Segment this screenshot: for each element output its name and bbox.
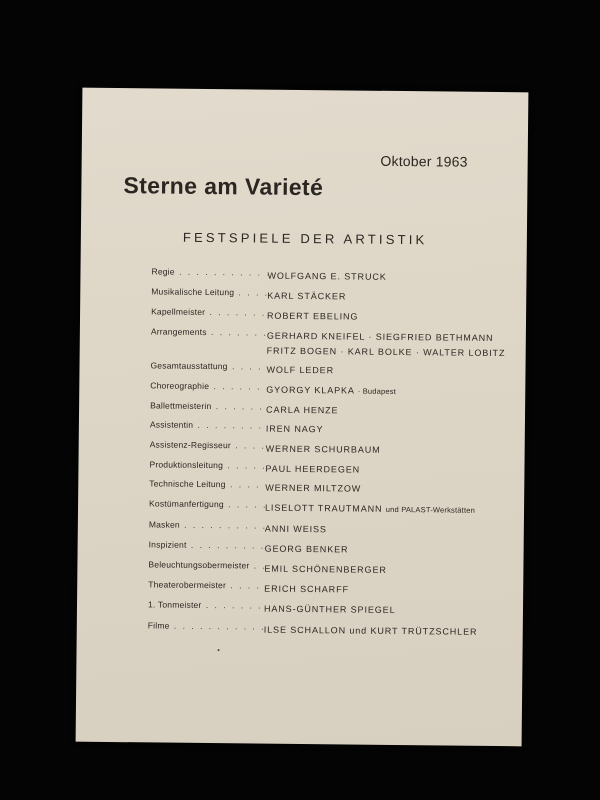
credit-role: Technische Leitung . . .	[149, 478, 265, 489]
program-sheet	[76, 88, 529, 747]
credit-name: ILSE SCHALLON und KURT TRÜTZSCHLER	[263, 624, 478, 637]
credit-role: Musikalische Leitung . . .	[151, 286, 267, 297]
credits-list	[148, 266, 512, 644]
credit-role: Inspizient . . .	[149, 539, 265, 550]
credit-names	[267, 308, 358, 325]
credit-role: Assistentin . . .	[150, 419, 266, 430]
credit-role: Filme . . .	[148, 620, 264, 631]
credit-names	[266, 382, 396, 399]
credit-name-line	[266, 422, 324, 438]
credit-role: Masken . . .	[149, 519, 265, 530]
credit-name-line	[266, 403, 339, 419]
credit-name-line	[267, 344, 506, 361]
credit-role: Produktionsleitung . . .	[149, 459, 265, 470]
credit-names	[264, 561, 387, 578]
credit-name-line	[267, 289, 346, 305]
credit-role: Kostümanfertigung . . .	[149, 498, 265, 509]
credit-name-line	[264, 562, 387, 578]
credit-note: · Budapest	[357, 386, 397, 396]
credit-names	[265, 461, 360, 478]
credit-names	[266, 362, 334, 379]
credit-role: Theaterobermeister . . .	[148, 579, 264, 590]
credit-name-line	[264, 582, 349, 598]
credit-names	[265, 500, 475, 518]
credit-name: WERNER SCHURBAUM	[265, 443, 381, 455]
credit-name: EMIL SCHÖNENBERGER	[264, 563, 387, 575]
credit-names	[267, 328, 506, 361]
credit-name-line	[266, 363, 334, 379]
credit-name-line	[265, 462, 360, 478]
credit-name-line	[267, 309, 358, 325]
credit-name: FRITZ BOGEN · KARL BOLKE · WALTER LOBITZ	[266, 345, 506, 359]
credit-role: Gesamtausstattung . . .	[150, 360, 266, 371]
credit-name: LISELOTT TRAUTMANN	[264, 502, 383, 514]
ink-speck	[218, 649, 220, 651]
credit-name-line	[265, 522, 327, 538]
credit-role: 1. Tonmeister . . .	[148, 599, 264, 610]
credit-role: Beleuchtungsobermeister . . .	[148, 559, 264, 570]
credit-names	[266, 441, 381, 458]
credit-name: ANNI WEISS	[264, 523, 327, 535]
credit-name: GEORG BENKER	[264, 543, 349, 555]
credit-names	[267, 288, 346, 305]
credit-role: Kapellmeister . . .	[151, 306, 267, 317]
credit-names	[265, 541, 349, 558]
credit-names	[265, 480, 361, 497]
credit-name: ERICH SCHARFF	[264, 583, 349, 595]
credit-role: Arrangements . . .	[151, 326, 267, 337]
credit-name-line	[267, 269, 386, 285]
credit-names	[267, 268, 386, 285]
credit-names	[264, 581, 349, 598]
credit-name-line	[264, 623, 478, 640]
credit-name: HANS-GÜNTHER SPIEGEL	[263, 603, 396, 615]
credit-name: WERNER MILTZOW	[265, 482, 362, 494]
credit-names	[265, 521, 327, 538]
credit-name: GERHARD KNEIFEL · SIEGFRIED BETHMANN	[266, 330, 494, 344]
credit-names	[266, 421, 324, 438]
credit-name: WOLF LEDER	[266, 364, 335, 376]
credit-role: Regie . . .	[151, 266, 267, 277]
credit-role: Ballettmeisterin . . .	[150, 400, 266, 411]
credit-name-line	[265, 481, 361, 497]
credit-row	[151, 326, 511, 364]
credit-names	[266, 402, 339, 419]
program-date: Oktober 1963	[380, 152, 468, 170]
credit-row	[148, 620, 508, 644]
credit-name-line	[265, 542, 349, 558]
credit-note: und PALAST-Werkstätten	[385, 504, 476, 515]
credit-name-line	[266, 383, 396, 399]
credit-name: CARLA HENZE	[266, 404, 339, 416]
program-subtitle: FESTSPIELE DER ARTISTIK	[182, 229, 428, 248]
credit-names	[264, 622, 478, 640]
credit-name: PAUL HEERDEGEN	[265, 463, 361, 475]
credit-name-line	[264, 602, 396, 618]
credit-name: IREN NAGY	[265, 423, 324, 435]
credit-name: KARL STÄCKER	[267, 290, 347, 302]
credit-role: Choreographie . . .	[150, 380, 266, 391]
credit-role: Assistenz-Regisseur . . .	[150, 439, 266, 450]
credit-name: ROBERT EBELING	[267, 310, 359, 322]
credit-name-line	[265, 501, 475, 518]
credit-name: WOLFGANG E. STRUCK	[267, 270, 387, 282]
credit-name: GYORGY KLAPKA	[266, 384, 355, 396]
credit-names	[264, 601, 396, 618]
program-title: Sterne am Varieté	[123, 172, 324, 201]
credit-name-line	[266, 442, 381, 458]
